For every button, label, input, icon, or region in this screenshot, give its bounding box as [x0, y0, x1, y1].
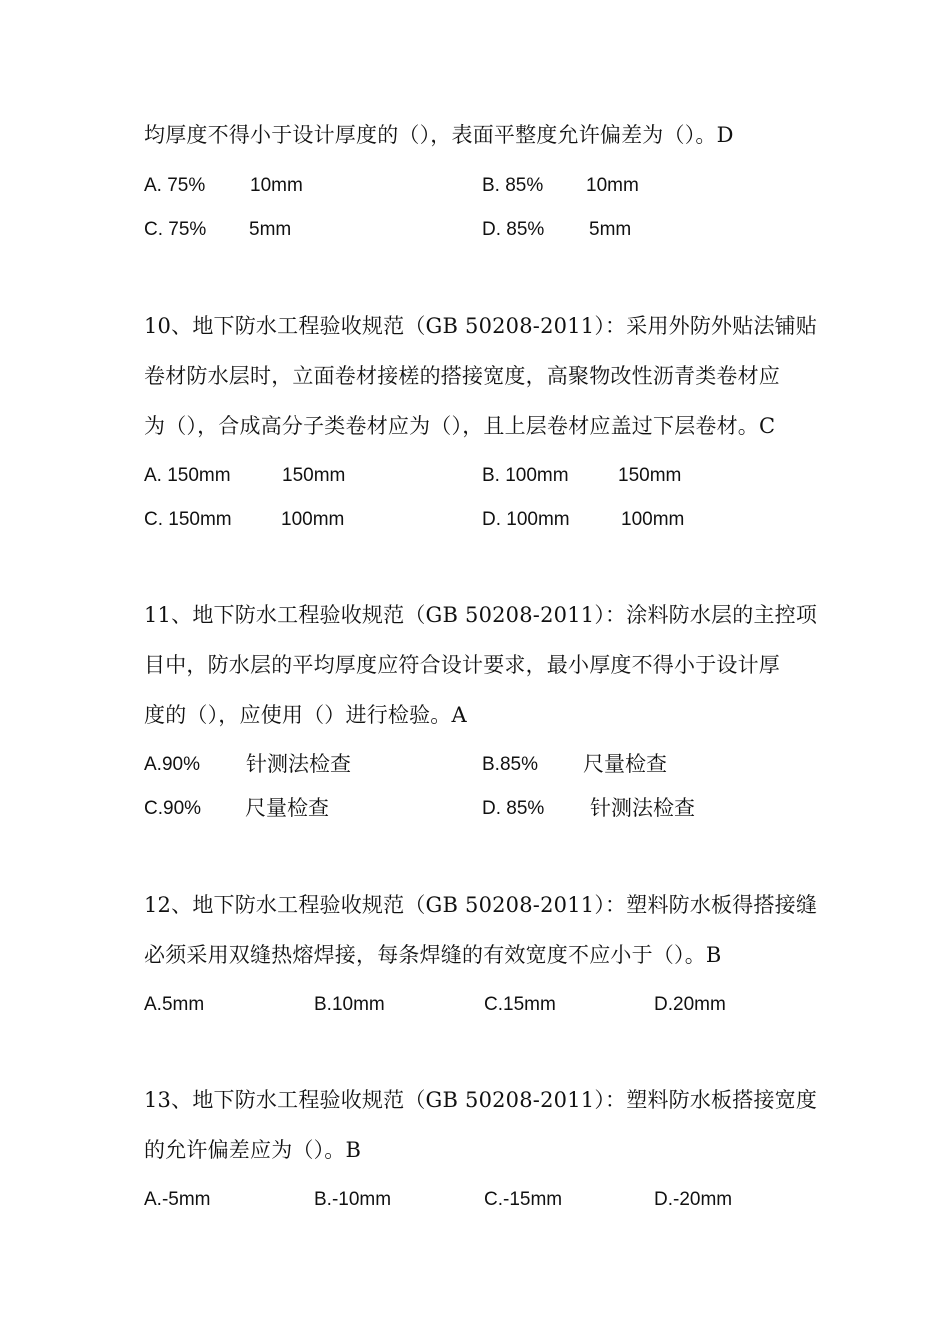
- question-stem-line: 卷材防水层时，立面卷材接槎的搭接宽度，高聚物改性沥青类卷材应: [144, 364, 780, 388]
- option-value: 150mm: [282, 465, 346, 486]
- option-a: [144, 173, 303, 199]
- option-label: C. 75%: [144, 219, 207, 240]
- option-value: 150mm: [618, 465, 682, 486]
- option-label: D. 85%: [482, 219, 545, 240]
- option-label: B. 85%: [482, 175, 544, 196]
- option-d: D.-20mm: [654, 1189, 733, 1210]
- question-stem-line: 的允许偏差应为（）。B: [144, 1138, 362, 1162]
- option-value: 10mm: [250, 175, 303, 196]
- question-stem-line: 12、地下防水工程验收规范（GB 50208-2011）：塑料防水板得搭接缝: [144, 893, 818, 917]
- question-stem-line: 度的（），应使用（）进行检验。A: [144, 703, 467, 727]
- option-b: [482, 752, 667, 778]
- option-a: A.5mm: [144, 994, 205, 1015]
- option-value: 100mm: [621, 509, 685, 530]
- option-label: C. 150mm: [144, 509, 232, 530]
- option-d: [482, 507, 685, 533]
- option-label: C.90%: [144, 798, 202, 819]
- option-label: B. 100mm: [482, 465, 569, 486]
- option-c: [144, 507, 345, 533]
- option-d: [482, 217, 632, 243]
- option-c: [144, 796, 329, 822]
- option-label: A. 75%: [144, 175, 206, 196]
- option-a: [144, 752, 351, 778]
- option-b: [482, 463, 682, 489]
- option-value: 尺量检查: [583, 752, 667, 776]
- question-stem-line: 必须采用双缝热熔焊接，每条焊缝的有效宽度不应小于（）。B: [144, 943, 722, 967]
- option-b: [482, 173, 639, 199]
- question-stem-line: 为（），合成高分子类卷材应为（），且上层卷材应盖过下层卷材。C: [144, 414, 776, 438]
- option-label: D. 100mm: [482, 509, 570, 530]
- option-c: [144, 217, 292, 243]
- question-stem-line: 13、地下防水工程验收规范（GB 50208-2011）：塑料防水板搭接宽度: [144, 1088, 818, 1112]
- question-stem-line: 10、地下防水工程验收规范（GB 50208-2011）：采用外防外贴法铺贴: [144, 314, 818, 338]
- option-c: C.-15mm: [484, 1189, 563, 1210]
- option-b: B.10mm: [314, 994, 385, 1015]
- option-value: 5mm: [589, 219, 632, 240]
- question-stem-line: 目中，防水层的平均厚度应符合设计要求，最小厚度不得小于设计厚: [144, 653, 780, 677]
- option-label: B.85%: [482, 754, 538, 775]
- option-d: [482, 796, 695, 822]
- option-b: B.-10mm: [314, 1189, 392, 1210]
- option-label: A. 150mm: [144, 465, 231, 486]
- option-a: A.-5mm: [144, 1189, 211, 1210]
- option-value: 针测法检查: [590, 796, 695, 820]
- option-value: 100mm: [281, 509, 345, 530]
- option-d: D.20mm: [654, 994, 726, 1015]
- option-value: 10mm: [586, 175, 639, 196]
- option-value: 5mm: [249, 219, 292, 240]
- option-value: 尺量检查: [245, 796, 329, 820]
- option-a: [144, 463, 346, 489]
- question-stem-line: 11、地下防水工程验收规范（GB 50208-2011）：涂料防水层的主控项: [144, 603, 818, 627]
- option-label: D. 85%: [482, 798, 545, 819]
- option-label: A.90%: [144, 754, 200, 775]
- option-c: C.15mm: [484, 994, 556, 1015]
- option-value: 针测法检查: [246, 752, 351, 776]
- question-stem-line: 均厚度不得小于设计厚度的（），表面平整度允许偏差为（）。D: [144, 123, 734, 147]
